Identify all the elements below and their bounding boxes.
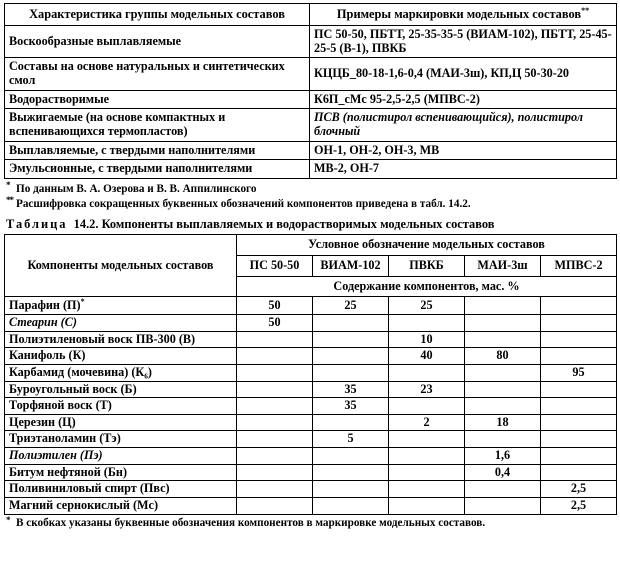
table-row	[5, 26, 617, 58]
cell-examples: ПС 50-50, ПБТТ, 25-35-35-5 (ВИАМ-102), ПБТТ, 25-45-25-5 (В-1), ПВКБ	[310, 26, 617, 58]
cell-characteristic: Выжигаемые (на основе компактных и вспенивающихся термопластов)	[5, 109, 310, 141]
cell-value: 50	[237, 314, 313, 331]
cell-value	[541, 314, 617, 331]
table-row	[5, 90, 617, 109]
cell-component-name	[5, 297, 237, 315]
table2-caption	[6, 217, 614, 231]
table2-footnote	[6, 514, 614, 530]
cell-component-name: Торфяной воск (Т)	[5, 398, 237, 415]
table-row	[5, 498, 617, 515]
cell-value	[465, 398, 541, 415]
table-row	[5, 141, 617, 160]
table-row	[5, 314, 617, 331]
cell-component-name: Буроугольный воск (Б)	[5, 381, 237, 398]
cell-value: 40	[389, 348, 465, 365]
cell-component-name: Полиэтиленовый воск ПВ-300 (В)	[5, 331, 237, 348]
note-marker: **	[6, 194, 13, 205]
table-model-composition-groups	[4, 3, 617, 179]
table-row	[5, 331, 617, 348]
note-marker: *	[6, 179, 11, 190]
cell-value	[541, 381, 617, 398]
component-label: Парафин (П)	[9, 298, 81, 313]
table-row	[5, 297, 617, 315]
cell-value	[389, 431, 465, 448]
cell-value	[313, 331, 389, 348]
cell-value	[389, 398, 465, 415]
cell-value: 2,5	[541, 481, 617, 498]
column-header-pvkb: ПВКБ	[389, 255, 465, 276]
cell-component-name: Церезин (Ц)	[5, 414, 237, 431]
cell-value	[237, 414, 313, 431]
cell-value: 25	[313, 297, 389, 315]
cell-value	[237, 431, 313, 448]
cell-value	[237, 464, 313, 481]
table-row	[5, 481, 617, 498]
cell-value: 1,6	[465, 448, 541, 465]
cell-examples: ПСВ (полистирол вспенивающийся), полистирол блочный	[310, 109, 617, 141]
column-header-characteristic: Характеристика группы модельных составов	[5, 4, 310, 26]
cell-value	[389, 481, 465, 498]
cell-component-name: Полиэтилен (Пэ)	[5, 448, 237, 465]
cell-characteristic: Эмульсионные, с твердыми наполнителями	[5, 160, 310, 179]
table-components	[4, 234, 617, 515]
cell-examples: К6П_сМс 95-2,5-2,5 (МПВС-2)	[310, 90, 617, 109]
document-page	[0, 3, 620, 572]
table-row	[5, 431, 617, 448]
cell-value: 95	[541, 364, 617, 381]
cell-value	[465, 498, 541, 515]
cell-characteristic: Составы на основе натуральных и синтетических смол	[5, 58, 310, 90]
cell-value	[237, 448, 313, 465]
caption-label: Таблица	[6, 216, 68, 231]
table-row	[5, 448, 617, 465]
cell-value	[389, 464, 465, 481]
cell-value: 5	[313, 431, 389, 448]
cell-value: 50	[237, 297, 313, 315]
cell-value	[389, 498, 465, 515]
cell-value	[465, 431, 541, 448]
cell-value	[389, 314, 465, 331]
cell-value	[465, 314, 541, 331]
note-text: По данным В. А. Озерова и В. В. Аппилинского	[16, 182, 257, 195]
cell-value	[237, 498, 313, 515]
cell-value: 18	[465, 414, 541, 431]
cell-value	[313, 464, 389, 481]
table1-notes	[6, 179, 614, 211]
table-row	[5, 348, 617, 365]
cell-component-name: Триэтаноламин (Тэ)	[5, 431, 237, 448]
note-item	[6, 179, 614, 196]
note-text: Расшифровка сокращенных буквенных обозначений компонентов приведена в табл. 14.2.	[16, 197, 471, 210]
cell-component-name: Битум нефтяной (Бн)	[5, 464, 237, 481]
cell-component-name: Поливиниловый спирт (Пвс)	[5, 481, 237, 498]
cell-value: 0,4	[465, 464, 541, 481]
column-header-components: Компоненты модельных составов	[5, 235, 237, 297]
cell-value	[541, 398, 617, 415]
cell-value	[465, 331, 541, 348]
cell-value	[541, 331, 617, 348]
table-row	[5, 160, 617, 179]
cell-value	[237, 398, 313, 415]
column-header-examples-text: Примеры маркировки модельных составов	[336, 7, 582, 22]
cell-value	[313, 498, 389, 515]
cell-value	[237, 364, 313, 381]
cell-value: 2,5	[541, 498, 617, 515]
cell-component-name: Карбамид (мочевина) (К₆)	[5, 364, 237, 381]
cell-value	[465, 364, 541, 381]
cell-value: 80	[465, 348, 541, 365]
footnote-marker: *	[80, 297, 85, 307]
cell-value	[313, 448, 389, 465]
cell-value: 10	[389, 331, 465, 348]
column-header-viam-102: ВИАМ-102	[313, 255, 389, 276]
cell-value	[237, 348, 313, 365]
column-header-mai-3sh: МАИ-3ш	[465, 255, 541, 276]
table-row	[5, 58, 617, 90]
footnote-marker: *	[6, 514, 11, 525]
table-row	[5, 414, 617, 431]
cell-value	[313, 314, 389, 331]
table-row	[5, 109, 617, 141]
column-header-examples	[310, 4, 617, 26]
cell-value	[237, 381, 313, 398]
cell-value	[465, 297, 541, 315]
caption-title: Компоненты выплавляемых и водорастворимых модельных составов	[101, 216, 495, 231]
cell-value: 35	[313, 398, 389, 415]
table-row	[5, 398, 617, 415]
cell-value	[389, 448, 465, 465]
cell-value	[237, 481, 313, 498]
cell-characteristic: Воскообразные выплавляемые	[5, 26, 310, 58]
table-header-row	[5, 4, 617, 26]
footnote-marker: **	[581, 6, 590, 15]
table-header-row	[5, 235, 617, 256]
table-row	[5, 381, 617, 398]
cell-value: 23	[389, 381, 465, 398]
cell-value	[541, 414, 617, 431]
cell-value	[541, 448, 617, 465]
note-item	[6, 194, 614, 211]
cell-characteristic: Выплавляемые, с твердыми наполнителями	[5, 141, 310, 160]
cell-value	[313, 414, 389, 431]
cell-component-name: Магний сернокислый (Мс)	[5, 498, 237, 515]
cell-value: 35	[313, 381, 389, 398]
cell-component-name: Канифоль (К)	[5, 348, 237, 365]
cell-value: 2	[389, 414, 465, 431]
column-header-mpvs-2: МПВС-2	[541, 255, 617, 276]
cell-examples: ОН-1, ОН-2, ОН-3, МВ	[310, 141, 617, 160]
cell-component-name: Стеарин (С)	[5, 314, 237, 331]
cell-value: 25	[389, 297, 465, 315]
table-row	[5, 464, 617, 481]
group-header-designation: Условное обозначение модельных составов	[237, 235, 617, 256]
subheader-content-percent: Содержание компонентов, мас. %	[237, 276, 617, 297]
cell-value	[541, 464, 617, 481]
footnote-text: В скобках указаны буквенные обозначения компонентов в маркировке модельных составов.	[16, 516, 486, 529]
cell-value	[541, 431, 617, 448]
cell-value	[541, 348, 617, 365]
cell-value	[541, 297, 617, 315]
cell-value	[465, 481, 541, 498]
cell-value	[313, 364, 389, 381]
cell-examples: МВ-2, ОН-7	[310, 160, 617, 179]
table-row	[5, 364, 617, 381]
cell-value	[237, 331, 313, 348]
caption-number: 14.2.	[73, 216, 99, 231]
cell-value	[313, 348, 389, 365]
cell-value	[465, 381, 541, 398]
cell-value	[313, 481, 389, 498]
cell-characteristic: Водорастворимые	[5, 90, 310, 109]
cell-value	[389, 364, 465, 381]
column-header-ps-50-50: ПС 50-50	[237, 255, 313, 276]
cell-examples: КЦЦБ_80-18-1,6-0,4 (МАИ-3ш), КП,Ц 50-30-20	[310, 58, 617, 90]
